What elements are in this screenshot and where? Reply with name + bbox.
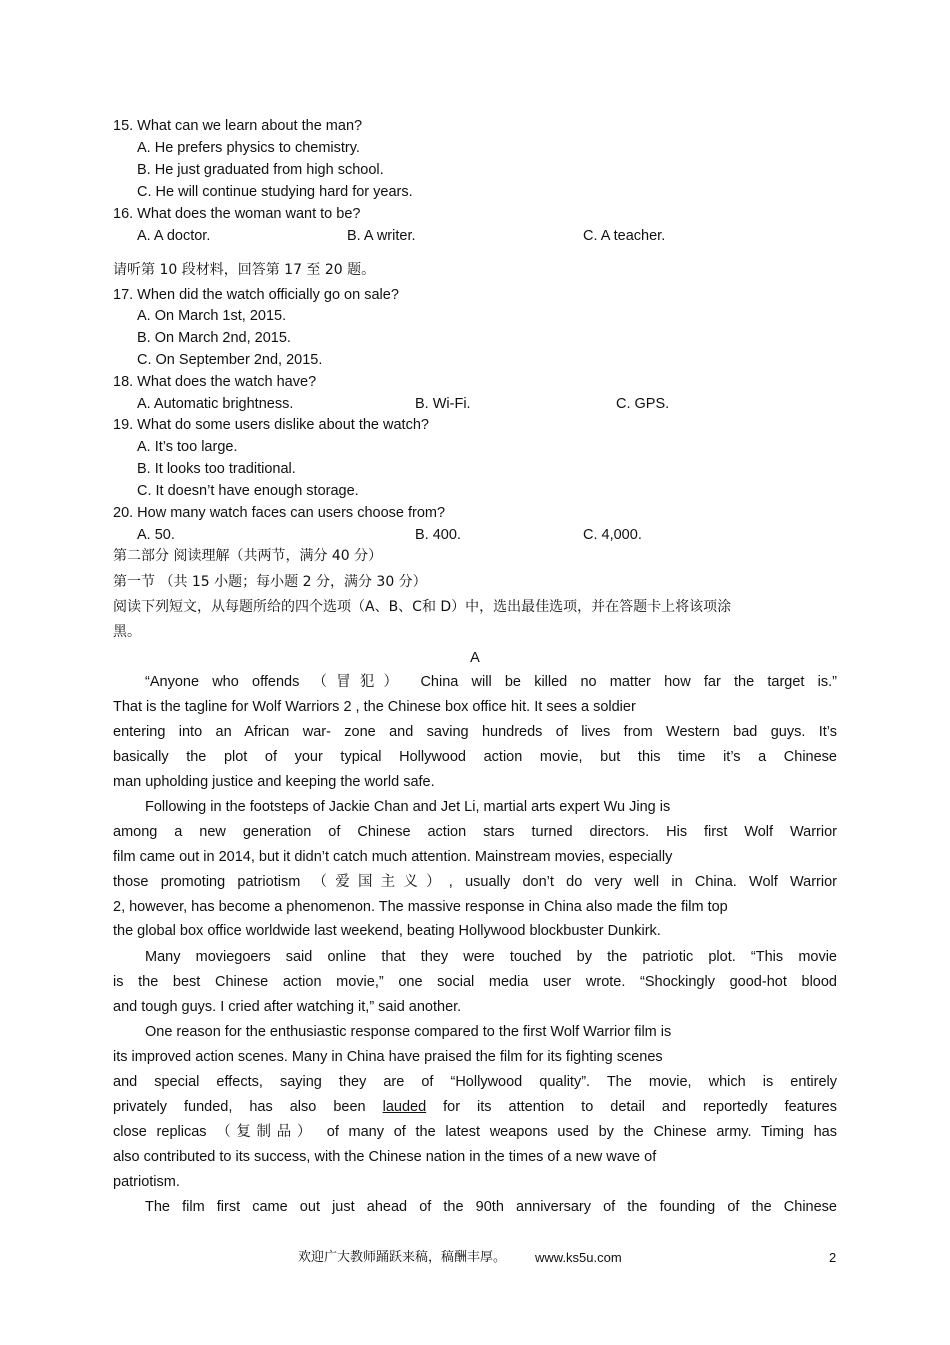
question-16-option-a: A. A doctor. — [137, 228, 211, 244]
question-18-option-b: B. Wi-Fi. — [415, 396, 471, 412]
passage-p4-line-4 — [113, 1098, 837, 1116]
passage-p4-line-4-after: for its attention to detail and reportedly features — [443, 1099, 837, 1115]
passage-p2-line-1: Following in the footsteps of Jackie Chan and Jet Li, martial arts expert Wu Jing is — [145, 799, 671, 815]
part-two-title: 第二部分 阅读理解（共两节，满分 40 分） — [113, 548, 383, 564]
underlined-word-lauded: lauded — [382, 1099, 427, 1115]
question-18-stem: 18. What does the watch have? — [113, 374, 317, 390]
passage-p1-line-2: That is the tagline for Wolf Warriors 2 , the Chinese box office hit. It sees a soldier — [113, 699, 636, 715]
footer-text: 欢迎广大教师踊跃来稿，稿酬丰厚。 — [298, 1250, 507, 1265]
passage-p2-line-3: film came out in 2014, but it didn’t catch much attention. Mainstream movies, especially — [113, 849, 673, 865]
question-17-stem: 17. When did the watch officially go on sale? — [113, 287, 399, 303]
passage-p4-line-1: One reason for the enthusiastic response compared to the first Wolf Warrior film is — [145, 1024, 672, 1040]
question-19-option-b: B. It looks too traditional. — [137, 461, 296, 477]
passage-p4-line-7: patriotism. — [113, 1174, 180, 1190]
passage-p3-line-2: is the best Chinese action movie,” one social media user wrote. “Shockingly good-hot blood — [113, 974, 837, 990]
instruction-material-10: 请听第 10 段材料，回答第 17 至 20 题。 — [113, 262, 376, 278]
question-15-stem: 15. What can we learn about the man? — [113, 118, 363, 134]
question-17-option-a: A. On March 1st, 2015. — [137, 308, 287, 324]
passage-p4-line-4-before: privately funded, has also been — [113, 1099, 366, 1115]
passage-p2-line-6: the global box office worldwide last weekend, beating Hollywood blockbuster Dunkirk. — [113, 923, 661, 939]
reading-instruction-line-1: 阅读下列短文，从每题所给的四个选项（A、B、C和 D）中，选出最佳选项，并在答题卡上将该项涂 — [113, 599, 732, 615]
question-20-stem: 20. How many watch faces can users choose from? — [113, 505, 446, 521]
passage-p2-line-2: among a new generation of Chinese action stars turned directors. His first Wolf Warrior — [113, 824, 837, 840]
question-20-option-a: A. 50. — [137, 527, 175, 543]
section-one-title: 第一节 （共 15 小题；每小题 2 分，满分 30 分） — [113, 574, 427, 590]
question-19-option-c: C. It doesn’t have enough storage. — [137, 483, 359, 499]
question-18-option-c: C. GPS. — [616, 396, 670, 412]
passage-p4-line-3: and special effects, saying they are of “Hollywood quality”. The movie, which is entirely — [113, 1074, 837, 1090]
passage-p3-line-3: and tough guys. I cried after watching it,” said another. — [113, 999, 462, 1015]
reading-instruction-line-2: 黑。 — [113, 624, 141, 640]
passage-p5-line-1: The film first came out just ahead of the 90th anniversary of the founding of the Chinese — [145, 1199, 837, 1215]
passage-p1-line-3: entering into an African war- zone and saving hundreds of lives from Western bad guys. It’s — [113, 724, 837, 740]
passage-p3-line-1: Many moviegoers said online that they were touched by the patriotic plot. “This movie — [145, 949, 837, 965]
question-16-option-c: C. A teacher. — [583, 228, 666, 244]
passage-letter: A — [470, 650, 480, 666]
question-19-stem: 19. What do some users dislike about the watch? — [113, 417, 429, 433]
question-16-option-b: B. A writer. — [347, 228, 416, 244]
question-20-option-c: C. 4,000. — [583, 527, 642, 543]
passage-p1-line-4: basically the plot of your typical Hollywood action movie, but this time it’s a Chinese — [113, 749, 837, 765]
passage-p2-line-4: those promoting patriotism （爱国主义）, usually don’t do very well in China. Wolf Warrior — [113, 874, 837, 890]
question-15-option-a: A. He prefers physics to chemistry. — [137, 140, 360, 156]
passage-p2-line-5: 2, however, has become a phenomenon. The massive response in China also made the film top — [113, 899, 728, 915]
passage-p1-line-1: “Anyone who offends （冒犯） China will be killed no matter how far the target is.” — [145, 674, 837, 690]
question-17-option-b: B. On March 2nd, 2015. — [137, 330, 291, 346]
footer-url[interactable]: www.ks5u.com — [535, 1250, 622, 1265]
question-18-option-a: A. Automatic brightness. — [137, 396, 294, 412]
passage-p1-line-5: man upholding justice and keeping the world safe. — [113, 774, 435, 790]
question-16-stem: 16. What does the woman want to be? — [113, 206, 361, 222]
passage-p4-line-2: its improved action scenes. Many in China have praised the film for its fighting scenes — [113, 1049, 663, 1065]
question-17-option-c: C. On September 2nd, 2015. — [137, 352, 323, 368]
passage-p4-line-6: also contributed to its success, with the Chinese nation in the times of a new wave of — [113, 1149, 657, 1165]
passage-p4-line-5: close replicas （复制品） of many of the latest weapons used by the Chinese army. Timing has — [113, 1124, 837, 1140]
question-19-option-a: A. It’s too large. — [137, 439, 238, 455]
question-15-option-c: C. He will continue studying hard for years. — [137, 184, 413, 200]
question-20-option-b: B. 400. — [415, 527, 461, 543]
page-number: 2 — [829, 1250, 837, 1265]
question-15-option-b: B. He just graduated from high school. — [137, 162, 384, 178]
